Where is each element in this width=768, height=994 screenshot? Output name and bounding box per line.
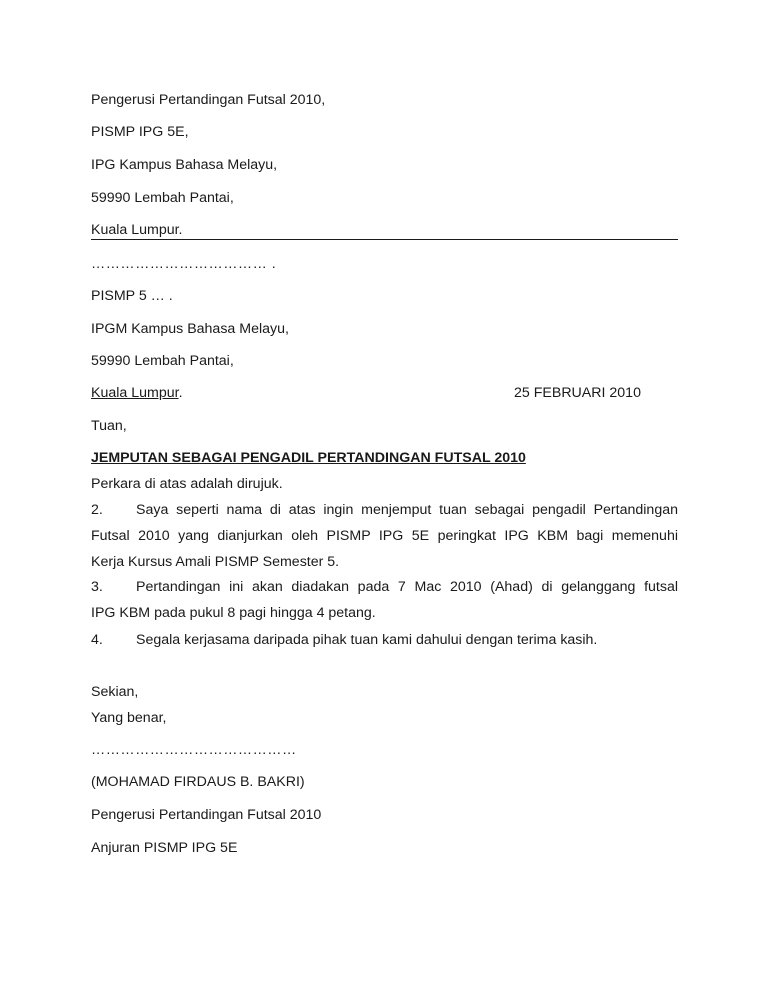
recipient-city: Kuala Lumpur xyxy=(91,385,179,401)
signatory-organization: Anjuran PISMP IPG 5E xyxy=(91,840,238,856)
paragraph-number: 2. xyxy=(91,502,103,518)
paragraph-3-line-1 xyxy=(91,578,678,596)
paragraph-2-line-3: Kerja Kursus Amali PISMP Semester 5. xyxy=(91,554,340,570)
subject-heading: JEMPUTAN SEBAGAI PENGADIL PERTANDINGAN FUTSAL 2010 xyxy=(91,450,526,466)
closing-yang-benar: Yang benar, xyxy=(91,710,167,726)
reference-line: Perkara di atas adalah dirujuk. xyxy=(91,476,283,492)
paragraph-text: Segala kerjasama daripada pihak tuan kami dahului dengan terima kasih. xyxy=(136,632,598,648)
paragraph-number: 4. xyxy=(91,632,103,648)
closing-sekian: Sekian, xyxy=(91,684,139,700)
sender-line-5: Kuala Lumpur. xyxy=(91,222,183,238)
recipient-line-4: 59990 Lembah Pantai, xyxy=(91,353,234,369)
paragraph-4-line-1 xyxy=(91,631,597,649)
recipient-line-3: IPGM Kampus Bahasa Melayu, xyxy=(91,321,289,337)
recipient-city-suffix: . xyxy=(178,385,183,401)
sender-line-2: PISMP IPG 5E, xyxy=(91,124,189,140)
sender-line-4: 59990 Lembah Pantai, xyxy=(91,190,234,206)
recipient-city-line xyxy=(91,384,183,402)
header-divider xyxy=(91,239,678,240)
paragraph-number: 3. xyxy=(91,579,103,595)
paragraph-3-line-2: IPG KBM pada pukul 8 pagi hingga 4 petang. xyxy=(91,605,376,621)
letter-date: 25 FEBRUARI 2010 xyxy=(514,385,641,401)
recipient-line-2: PISMP 5 … . xyxy=(91,288,173,304)
paragraph-2-line-2: Futsal 2010 yang dianjurkan oleh PISMP IPG 5E peringkat IPG KBM bagi memenuhi xyxy=(91,528,678,544)
sender-line-1: Pengerusi Pertandingan Futsal 2010, xyxy=(91,92,326,108)
sender-line-3: IPG Kampus Bahasa Melayu, xyxy=(91,157,278,173)
signatory-name: (MOHAMAD FIRDAUS B. BAKRI) xyxy=(91,774,305,790)
recipient-line-1: ……………………………… . xyxy=(91,256,277,272)
signatory-title: Pengerusi Pertandingan Futsal 2010 xyxy=(91,807,322,823)
signature-line: …………………………………… xyxy=(91,742,297,758)
paragraph-text: Saya seperti nama di atas ingin menjemput tuan sebagai pengadil Pertandingan xyxy=(136,502,678,518)
salutation: Tuan, xyxy=(91,418,127,434)
paragraph-text: Pertandingan ini akan diadakan pada 7 Mac 2010 (Ahad) di gelanggang futsal xyxy=(136,579,678,595)
paragraph-2-line-1 xyxy=(91,501,678,519)
